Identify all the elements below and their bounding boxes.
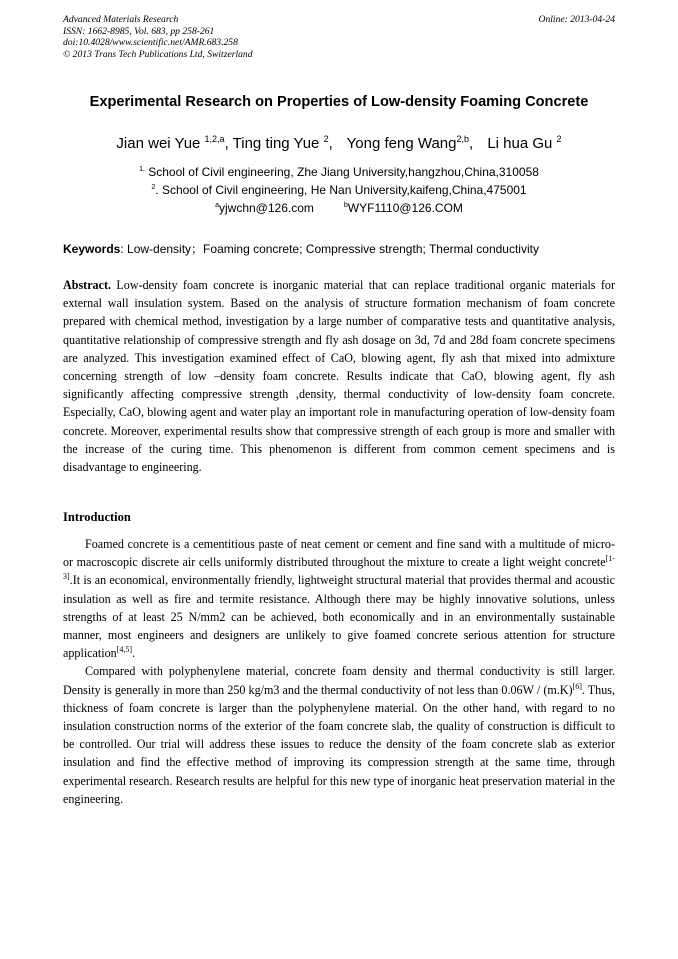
paragraph-text: . (132, 646, 136, 661)
author-separator: , (468, 135, 474, 152)
author-name: Jian wei Yue (116, 135, 205, 152)
affiliation-marker: 2 (151, 184, 156, 191)
issn-line: ISSN: 1662-8985, Vol. 683, pp 258-261 (63, 25, 215, 37)
abstract (63, 276, 615, 476)
email-marker: a (215, 202, 219, 209)
author-affiliation-marker: 1,2,a (204, 134, 225, 144)
affiliation-text: School of Civil engineering, Zhe Jiang University,hangzhou,China,310058 (144, 165, 539, 179)
abstract-label: Abstract. (63, 278, 112, 292)
author-separator: , (328, 135, 333, 152)
citation: [1-3] (63, 554, 615, 582)
online-date: Online: 2013-04-24 (538, 14, 615, 25)
keywords (63, 240, 615, 257)
paper-title: Experimental Research on Properties of Low-density Foaming Concrete (89, 94, 589, 110)
email-address: yjwchn@126.com (219, 201, 314, 215)
citation: [6] (572, 681, 582, 691)
doi-line: doi:10.4028/www.scientific.net/AMR.683.258 (63, 37, 238, 48)
paragraph-text: Compared with polyphenylene material, concrete foam density and thermal conductivity is still larger. Density is generally in more than 250 kg/m3 and the thermal conductivity of not less than 0.06W / (m.K) (63, 664, 615, 697)
author-name: Ting ting Yue (232, 135, 324, 152)
author-list (40, 135, 638, 152)
abstract-text: Low-density foam concrete is inorganic material that can replace traditional organic materials for external wall insulation system. Based on the analysis of structure formation mechanism of foam concrete prepared with chemical method, investigation by a large number of comparative tests and quantitative analysis, quantitative relationship of compressive strength and fly ash dosage on 3d, 7d and 28d foam concrete specimens are analyzed. This investigation examined effect of CaO, blowing agent, fly ash that mixed into admixture concerning strength of low –density foam concrete. Results indicate that CaO, blowing agent, fly ash significantly affecting compressive strength ,density, thermal conductivity of low-density foam concrete. Especially, CaO, blowing agent and water play an important role in manufacturing operation of low-density foam concrete. Moreover, experimental results show that compressive strength of each group is more and smaller with the increase of the curing time. This phenomenon is different from common cement specimens and is disadvantage to engineering. (63, 278, 615, 475)
affiliation-2 (40, 183, 638, 197)
introduction-body (63, 535, 615, 808)
paragraph-text: .It is an economical, environmentally friendly, lightweight structural material that provides thermal and acoustic insulation as well as fire and termite resistance. Although there may be highly innovative solutions, unless strengths of at least 25 N/mm2 can be achieved, both economically and in an environmentally sustainable manner, most engineers and designers are unlikely to give foamed concrete serious attention for structure application (63, 573, 615, 661)
email-address: WYF1110@126.COM (347, 201, 463, 215)
author-affiliation-marker: 2,b (456, 134, 469, 144)
affiliation-1 (40, 165, 638, 179)
author-separator: , (224, 135, 229, 152)
author-name: Li hua Gu (487, 135, 557, 152)
affiliation-text: . School of Civil engineering, He Nan University,kaifeng,China,475001 (155, 183, 527, 197)
keywords-label: Keywords (63, 242, 121, 256)
author-emails (40, 201, 638, 215)
paragraph-text: . Thus, thickness of foam concrete is larger than the polyphenylene material. On the other hand, with regard to no insulation construction norms of the exterior of the foam concrete slab, the quality of construction is difficult to be controlled. Our trial will address these issues to reduce the density of the foam concrete slab as exterior insulation and find the effective method of improving its compression strength at the same time, through experimental research. Research results are helpful for this new type of inorganic heat preservation material in the engineering. (63, 682, 615, 806)
email-marker: b (343, 202, 348, 209)
citation: [4,5] (116, 645, 133, 655)
introduction-paragraph (63, 535, 615, 662)
copyright-line: © 2013 Trans Tech Publications Ltd, Switzerland (63, 48, 253, 60)
publication-header (63, 14, 615, 60)
affiliation-marker: 1. (139, 166, 145, 173)
author-name: Yong feng Wang (346, 135, 457, 152)
journal-name: Advanced Materials Research (63, 14, 179, 25)
paragraph-text: Foamed concrete is a cementitious paste of neat cement or cement and fine sand with a multitude of micro- or macroscopic discrete air cells uniformly distributed throughout the mixture to create a light weight concrete (63, 537, 615, 570)
keywords-text: : Low-density；Foaming concrete; Compressive strength; Thermal conductivity (120, 242, 539, 256)
introduction-paragraph (63, 662, 615, 808)
author-affiliation-marker: 2 (323, 134, 329, 144)
section-heading-introduction: Introduction (63, 510, 131, 524)
author-affiliation-marker: 2 (556, 134, 562, 144)
